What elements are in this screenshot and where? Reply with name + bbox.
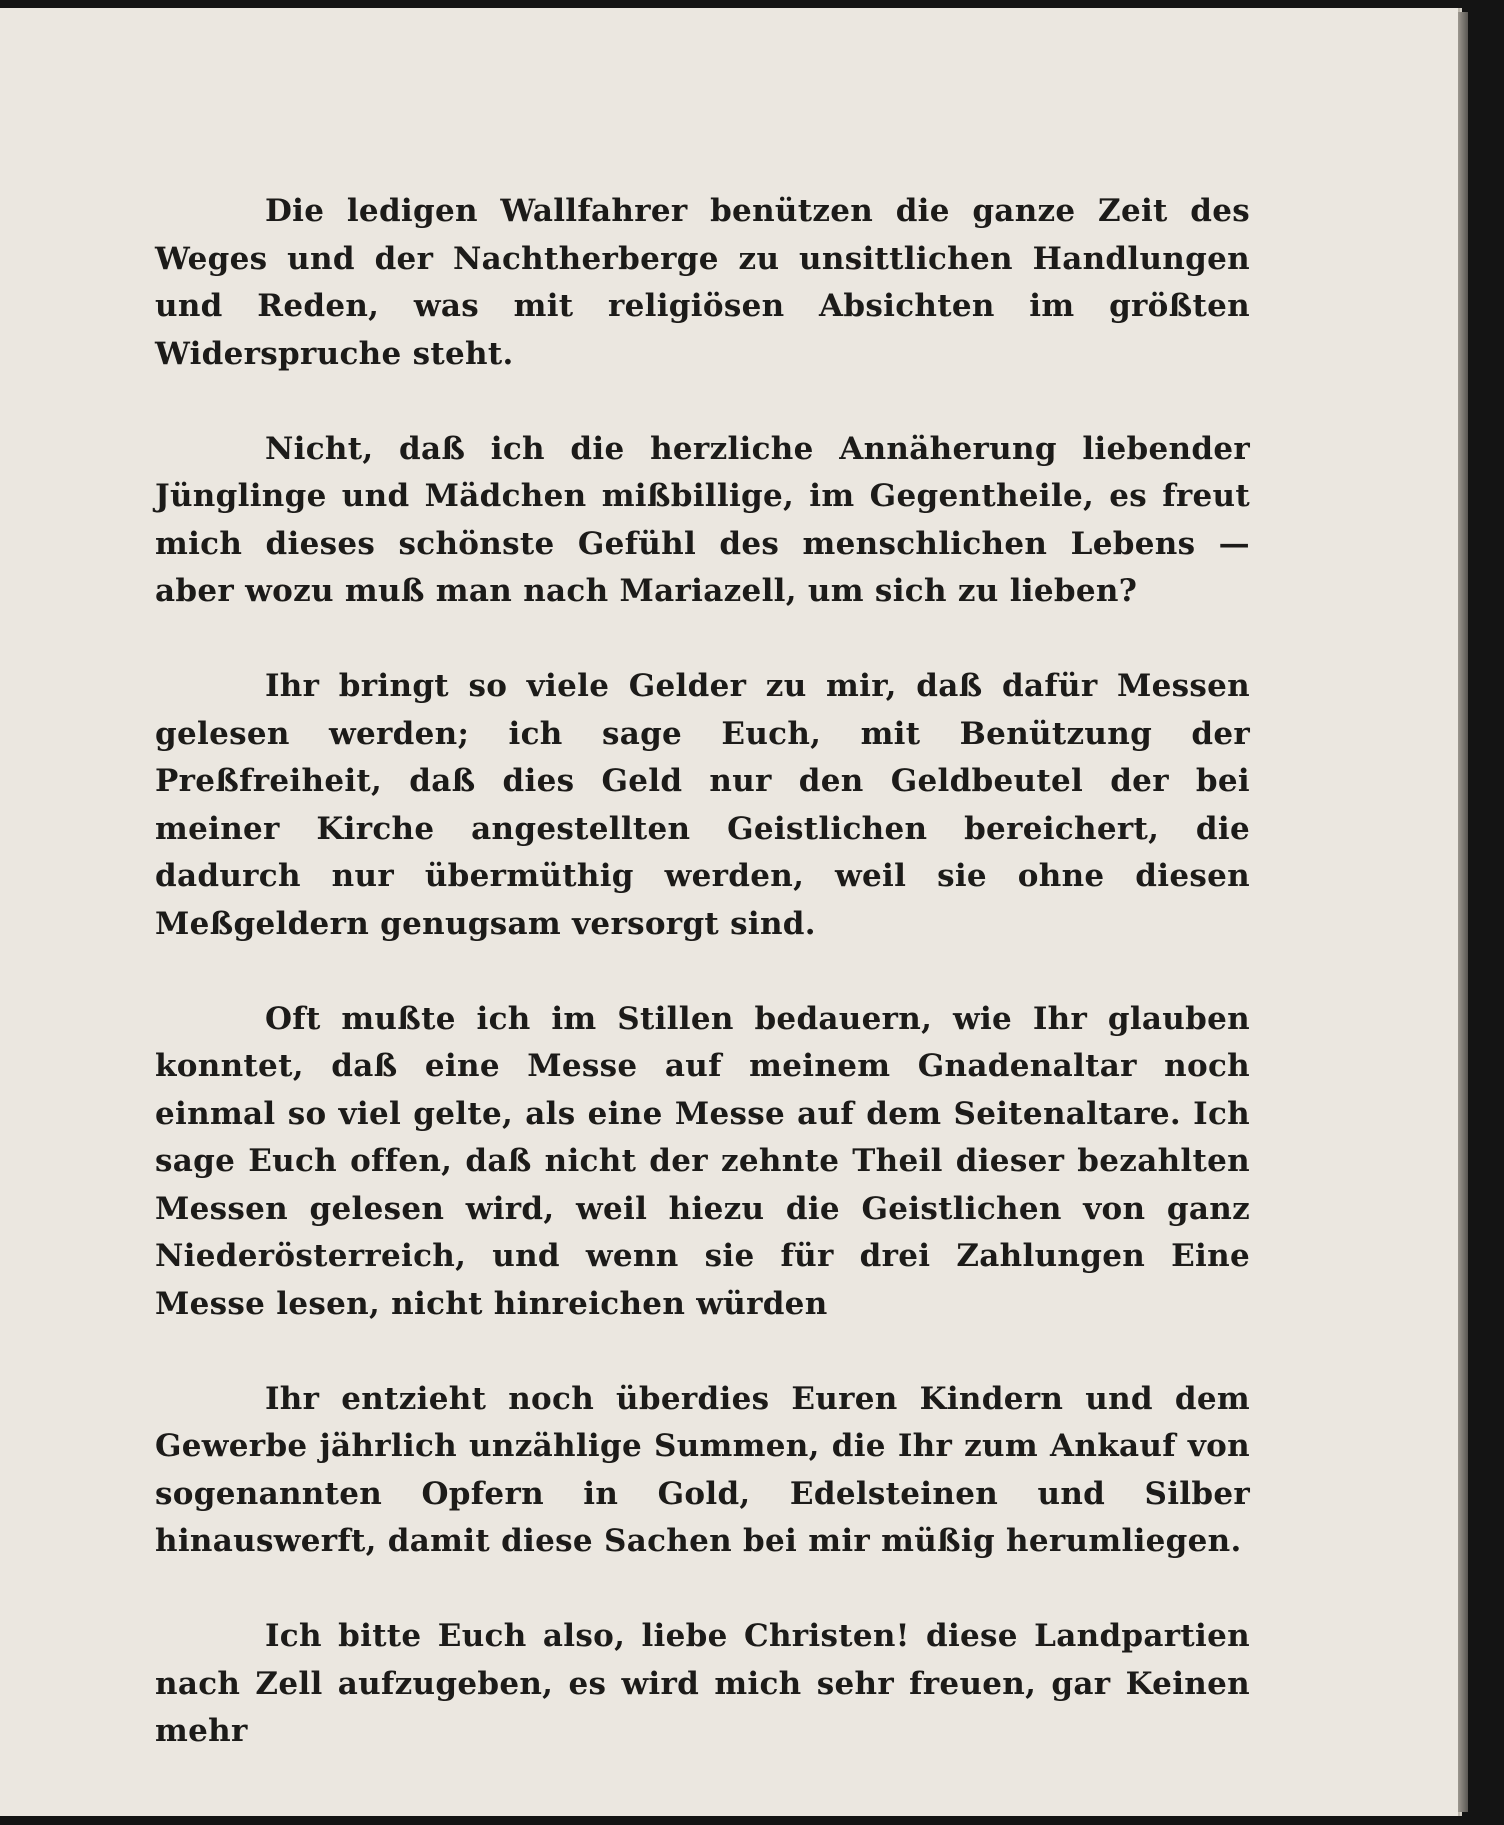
paragraph-6: Ich bitte Euch also, liebe Christen! diese Landpartien nach Zell aufzugeben, es wird mich sehr freuen, gar Keinen mehr [155, 1618, 1250, 1749]
paragraph-5: Ihr entzieht noch überdies Euren Kindern und dem Gewerbe jährlich unzählige Summen, die Ihr zum Ankauf von sogenannten Opfern in Gold, Edelsteinen und Silber hinauswerft, damit diese Sachen bei mir müßig herumliegen. [155, 1380, 1250, 1559]
paragraph-3: Ihr bringt so viele Gelder zu mir, daß dafür Messen gelesen werden; ich sage Euch, mit Benützung der Preßfreiheit, daß dies Geld nur den Geldbeutel der bei meiner Kirche angestellten Geistlichen bereichert, die dadurch nur übermüthig werden, weil sie ohne diesen Meßgeldern genugsam versorgt sind. [155, 668, 1250, 942]
body-text [155, 188, 1250, 1756]
paragraph-4: Oft mußte ich im Stillen bedauern, wie Ihr glauben konntet, daß eine Messe auf meinem Gnadenaltar noch einmal so viel gelte, als eine Messe auf dem Seitenaltare. Ich sage Euch offen, daß nicht der zehnte Theil dieser bezahlten Messen gelesen wird, weil hiezu die Geistlichen von ganz Niederösterreich, und wenn sie für drei Zahlungen Eine Messe lesen, nicht hinreichen würden [155, 1000, 1250, 1322]
document-page [0, 8, 1458, 1816]
paragraph-1: Die ledigen Wallfahrer benützen die ganze Zeit des Weges und der Nachtherberge zu unsittlichen Handlungen und Reden, was mit religiösen Absichten im größten Widerspruche steht. [155, 193, 1250, 372]
paragraph-2: Nicht, daß ich die herzliche Annäherung liebender Jünglinge und Mädchen mißbillige, im Gegentheile, es freut mich dieses schönste Gefühl des menschlichen Lebens — aber wozu muß man nach Mariazell, um sich zu lieben? [155, 430, 1250, 609]
